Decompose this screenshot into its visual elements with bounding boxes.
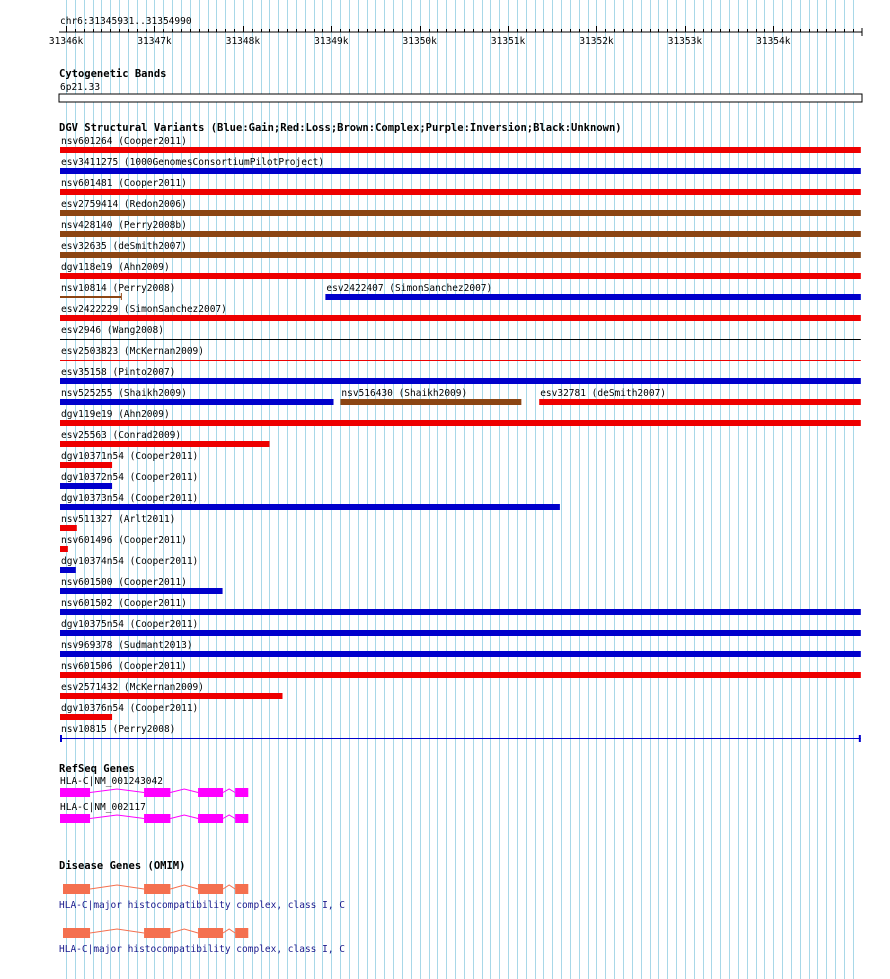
variant-loss[interactable] [60,525,77,531]
variant-label[interactable]: dgv10372n54 (Cooper2011) [61,472,199,483]
cytoband-track-title[interactable]: Cytogenetic Bands [59,68,167,80]
variant-label[interactable]: dgv10374n54 (Cooper2011) [61,556,199,567]
variant-complex[interactable] [60,210,861,216]
variant-loss[interactable] [60,189,861,195]
variant-label[interactable]: nsv969378 (Sudmant2013) [61,640,193,651]
variant-gain[interactable] [60,567,76,573]
variant-loss[interactable] [60,546,68,552]
omim-intron [90,929,144,933]
omim-exon[interactable] [235,884,248,894]
refseq-intron [90,789,144,793]
omim-entry-label[interactable]: HLA-C|major histocompatibility complex, class I, C [59,944,345,955]
omim-exon[interactable] [144,884,170,894]
omim-intron [170,929,198,933]
variant-label[interactable]: nsv511327 (Arlt2011) [61,514,176,525]
ruler-tick-label: 31346k [48,36,84,47]
omim-intron [223,885,235,889]
region-label: chr6:31345931..31354990 [60,16,192,27]
variant-label[interactable]: nsv10814 (Perry2008) [61,283,176,294]
variant-gain[interactable] [60,504,560,510]
variant-loss[interactable] [60,693,283,699]
variant-label[interactable]: esv32635 (deSmith2007) [61,241,187,252]
refseq-exon[interactable] [235,788,248,797]
omim-entry-label[interactable]: HLA-C|major histocompatibility complex, class I, C [59,900,345,911]
variant-label[interactable]: esv35158 (Pinto2007) [61,367,176,378]
omim-intron [90,885,144,889]
refseq-intron [170,789,198,793]
variant-loss[interactable] [60,714,112,720]
variant-label[interactable]: nsv601500 (Cooper2011) [61,577,187,588]
ruler-tick-label: 31349k [314,36,349,47]
variant-label[interactable]: esv2422407 (SimonSanchez2007) [326,283,493,294]
variant-complex[interactable] [340,399,521,405]
refseq-exon[interactable] [198,814,223,823]
variant-gain[interactable] [60,378,861,384]
omim-exon[interactable] [235,928,248,938]
variant-label[interactable]: nsv428140 (Perry2008b) [61,220,187,231]
variant-gain[interactable] [60,483,112,489]
ruler-tick-label: 31350k [402,36,437,47]
ruler-tick-label: 31354k [756,36,791,47]
variant-label[interactable]: esv2571432 (McKernan2009) [61,682,204,693]
variant-label[interactable]: esv25563 (Conrad2009) [61,430,182,441]
variant-gain[interactable] [60,630,861,636]
variant-label[interactable]: dgv118e19 (Ahn2009) [61,262,170,273]
variant-gain[interactable] [325,294,860,300]
refseq-exon[interactable] [144,788,170,797]
variant-end-cap [859,735,861,742]
ruler-tick-label: 31352k [579,36,614,47]
refseq-intron [223,789,235,793]
refseq-track-title[interactable]: RefSeq Genes [59,763,135,775]
omim-exon[interactable] [63,884,90,894]
variant-label[interactable]: nsv10815 (Perry2008) [61,724,176,735]
refseq-exon[interactable] [235,814,248,823]
variant-label[interactable]: esv2759414 (Redon2006) [61,199,187,210]
cytoband-glyph[interactable] [59,94,862,102]
dgv-track [60,136,861,742]
omim-exon[interactable] [198,928,223,938]
variant-label[interactable]: esv2422229 (SimonSanchez2007) [61,304,227,315]
refseq-exon[interactable] [144,814,170,823]
variant-loss[interactable] [60,420,861,426]
refseq-intron [223,815,235,819]
variant-loss[interactable] [60,273,861,279]
variant-label[interactable]: dgv10375n54 (Cooper2011) [61,619,199,630]
variant-label[interactable]: nsv525255 (Shaikh2009) [61,388,187,399]
omim-exon[interactable] [144,928,170,938]
omim-intron [223,929,235,933]
variant-end-cap [60,735,62,742]
variant-loss[interactable] [539,399,861,405]
refseq-intron [170,815,198,819]
omim-intron [170,885,198,889]
omim-track-title[interactable]: Disease Genes (OMIM) [59,860,186,872]
variant-label[interactable]: dgv119e19 (Ahn2009) [61,409,170,420]
variant-gain[interactable] [60,168,861,174]
variant-loss[interactable] [60,672,861,678]
variant-loss[interactable] [60,462,112,468]
variant-gain[interactable] [60,609,861,615]
variant-complex[interactable] [60,231,861,237]
variant-label[interactable]: dgv10373n54 (Cooper2011) [61,493,199,504]
variant-label[interactable]: dgv10371n54 (Cooper2011) [61,451,199,462]
variant-complex[interactable] [60,296,121,298]
variant-label[interactable]: nsv601481 (Cooper2011) [61,178,187,189]
dgv-track-title[interactable]: DGV Structural Variants (Blue:Gain;Red:Loss;Brown:Complex;Purple:Inversion;Black:Unknown) [59,122,622,134]
variant-label[interactable]: nsv601502 (Cooper2011) [61,598,187,609]
variant-loss[interactable] [60,147,861,153]
omim-exon[interactable] [198,884,223,894]
refseq-intron [90,815,144,819]
refseq-exon[interactable] [60,788,90,797]
variant-label[interactable]: esv2946 (Wang2008) [61,325,164,336]
omim-exon[interactable] [63,928,90,938]
ruler-tick-label: 31351k [490,36,526,47]
refseq-exon[interactable] [198,788,223,797]
variant-gain[interactable] [60,588,223,594]
variant-label[interactable]: nsv516430 (Shaikh2009) [341,388,468,399]
variant-label[interactable]: nsv601506 (Cooper2011) [61,661,187,672]
variant-gain[interactable] [60,399,334,405]
ruler-tick-label: 31347k [137,36,172,47]
ruler-tick-label: 31348k [225,36,261,47]
variant-label[interactable]: nsv601264 (Cooper2011) [61,136,187,147]
refseq-exon[interactable] [60,814,90,823]
refseq-transcript-label[interactable]: HLA-C|NM_001243042 [60,776,163,787]
variant-label[interactable]: nsv601496 (Cooper2011) [61,535,187,546]
variant-loss[interactable] [60,315,861,321]
refseq-transcript-label[interactable]: HLA-C|NM_002117 [60,802,146,813]
variant-label[interactable]: esv3411275 (1000GenomesConsortiumPilotProject) [61,157,325,168]
variant-label[interactable]: dgv10376n54 (Cooper2011) [61,703,199,714]
variant-loss[interactable] [60,441,270,447]
variant-label[interactable]: esv2503823 (McKernan2009) [61,346,204,357]
variant-gain[interactable] [60,651,861,657]
cytoband-label[interactable]: 6p21.33 [60,82,101,93]
ruler-tick-label: 31353k [667,36,703,47]
variant-complex[interactable] [60,252,861,258]
variant-label[interactable]: esv32781 (deSmith2007) [540,388,667,399]
